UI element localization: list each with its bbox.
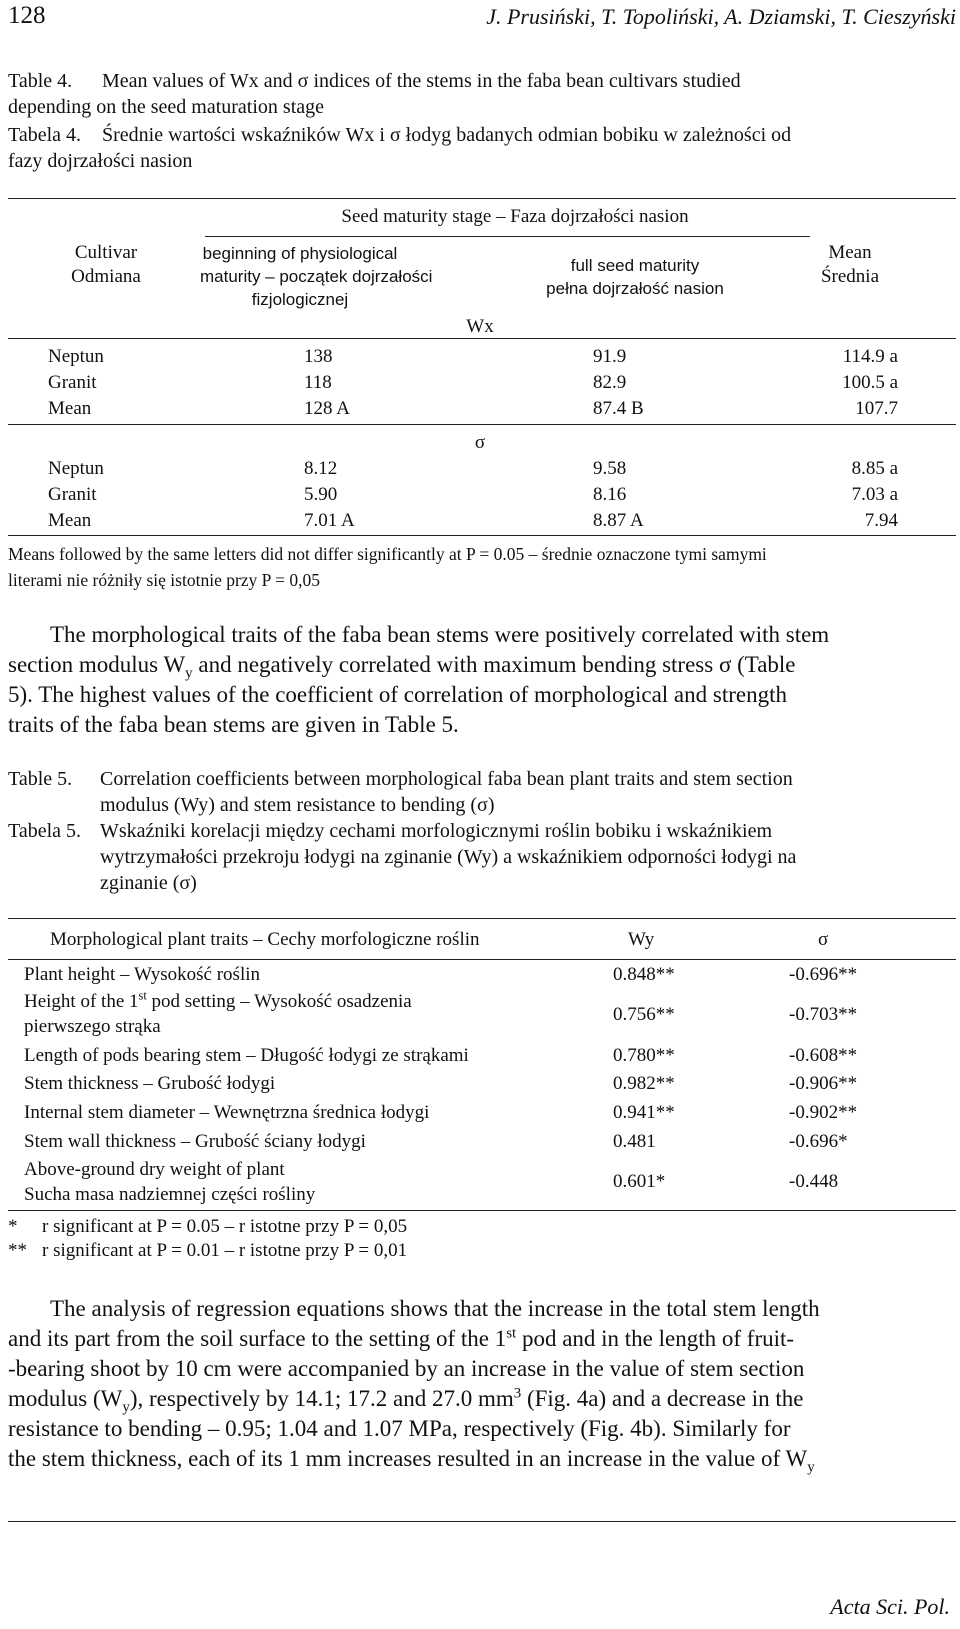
table-cell-full: 8.87 A	[593, 510, 644, 531]
table-row-trait-line-2: pierwszego strąka	[24, 1016, 161, 1037]
table4-top-rule	[8, 198, 956, 199]
table4-section-wx: Wx	[466, 316, 494, 337]
table-cell-begin: 7.01 A	[304, 510, 355, 531]
page-number: 128	[8, 2, 46, 29]
table-cell-sigma: -0.906**	[789, 1073, 858, 1094]
p2-l6-sub: y	[807, 1459, 815, 1476]
table5-label-pl: Tabela 5.	[8, 820, 82, 842]
table-cell-sigma: -0.696*	[789, 1131, 848, 1152]
paragraph-2-line-5: resistance to bending – 0.95; 1.04 and 1.07 MPa, respectively (Fig. 4b). Similarly for	[8, 1416, 791, 1441]
p2-l6a: the stem thickness, each of its 1 mm increases resulted in an increase in the value of W	[8, 1446, 808, 1471]
table4-caption-en-2: depending on the seed maturation stage	[8, 96, 325, 118]
table4-mid-rule	[8, 424, 956, 425]
table-cell-full: 9.58	[593, 458, 627, 479]
full-line-2: pełna dojrzałość nasion	[546, 279, 724, 298]
table5-header-rule	[8, 959, 956, 960]
paragraph-2-line-1: The analysis of regression equations shows that the increase in the total stem length	[50, 1296, 820, 1321]
begin-line-3: fizjologicznej	[251, 290, 349, 309]
paragraph-1-line-4: traits of the faba bean stems are given in Table 5.	[8, 712, 459, 737]
table4-caption-en-1: Mean values of Wx and σ indices of the stems in the faba bean cultivars studied	[102, 70, 741, 92]
table-cell-begin: 118	[304, 372, 332, 393]
table-cell-begin: 138	[304, 346, 333, 367]
full-line-1: full seed maturity	[570, 256, 700, 275]
p2-l2a: and its part from the soil surface to the setting of the 1	[8, 1326, 507, 1351]
table-cell-mean: 7.94	[864, 510, 898, 531]
table-row-cultivar: Neptun	[48, 458, 104, 479]
table5-bottom-rule	[8, 1210, 956, 1211]
table-row-cultivar: Mean	[48, 398, 92, 419]
table-cell-mean: 114.9 a	[842, 346, 898, 367]
table-cell-wy: 0.982**	[613, 1073, 675, 1094]
table5-top-rule	[8, 918, 956, 919]
table4-label-en: Table 4.	[8, 70, 73, 92]
paragraph-2-line-6	[8, 1444, 815, 1474]
table5-caption-pl-1: Wskaźniki korelacji między cechami morfologicznymi roślin bobiku i wskaźnikiem	[100, 820, 773, 842]
footer-journal: Acta Sci. Pol.	[830, 1594, 950, 1619]
p2-l2b: pod and in the length of fruit-	[516, 1326, 795, 1351]
table-cell-wy: 0.848**	[613, 964, 675, 985]
table-row-trait	[24, 988, 412, 1013]
table-cell-wy: 0.756**	[613, 1004, 675, 1025]
table-cell-wy: 0.941**	[613, 1102, 675, 1123]
p1-l2b: and negatively correlated with maximum bending stress σ (Table	[192, 652, 796, 677]
table5-col-sigma: σ	[818, 929, 829, 950]
table-row-trait-line-2: Sucha masa nadziemnej części rośliny	[24, 1184, 316, 1205]
table4-label-pl: Tabela 4.	[8, 124, 82, 146]
table-row-cultivar: Granit	[48, 372, 97, 393]
table-row-cultivar: Neptun	[48, 346, 104, 367]
table4-section-sigma: σ	[474, 432, 486, 453]
paragraph-2-line-2	[8, 1324, 794, 1354]
table-cell-begin: 5.90	[304, 484, 338, 505]
cultivar-label: Cultivar	[74, 242, 138, 263]
table-row-trait: Above-ground dry weight of plant	[24, 1159, 285, 1180]
footer-rule	[8, 1521, 956, 1522]
table4-caption-pl-2: fazy dojrzałości nasion	[8, 150, 193, 172]
p2-l4a: modulus (W	[8, 1386, 123, 1411]
running-header-authors: J. Prusiński, T. Topoliński, A. Dziamski, T. Cieszyński	[486, 4, 956, 29]
table4-col-cultivar	[56, 241, 156, 289]
table-cell-begin: 128 A	[304, 398, 350, 419]
table5-note-2: r significant at P = 0.01 – r istotne przy P = 0,01	[42, 1240, 408, 1261]
odmiana-label: Odmiana	[71, 266, 141, 287]
srednia-label: Średnia	[820, 266, 880, 287]
table-cell-sigma: -0.448	[789, 1171, 839, 1192]
table4-col-begin	[200, 242, 433, 311]
table-cell-full: 8.16	[593, 484, 627, 505]
table-row-trait: Plant height – Wysokość roślin	[24, 964, 260, 985]
table-row-cultivar: Mean	[48, 510, 92, 531]
paragraph-1-line-3: 5). The highest values of the coefficient of correlation of morphological and strength	[8, 682, 787, 707]
trait-text-b: pod setting – Wysokość osadzenia	[146, 991, 412, 1012]
table5-caption-en-1: Correlation coefficients between morphological faba bean plant traits and stem section	[100, 768, 793, 790]
table4-footnote-1: Means followed by the same letters did not differ significantly at P = 0.05 – średnie oznaczone tymi samymi	[8, 544, 767, 564]
table4-col-group: Seed maturity stage – Faza dojrzałości nasion	[341, 206, 689, 227]
table-cell-mean: 7.03 a	[851, 484, 898, 505]
table-cell-mean: 8.85 a	[851, 458, 898, 479]
p1-l2a: section modulus W	[8, 652, 186, 677]
table-cell-sigma: -0.608**	[789, 1045, 858, 1066]
table5-caption-pl-2: wytrzymałości przekroju łodygi na zginanie (Wy) a wskaźnikiem odporności łodygi na	[100, 846, 797, 868]
table-row-trait: Stem wall thickness – Grubość ściany łodygi	[24, 1131, 366, 1152]
table4-bottom-rule	[8, 535, 956, 536]
table-cell-wy: 0.780**	[613, 1045, 675, 1066]
table5-caption-pl-3: zginanie (σ)	[100, 872, 197, 894]
p2-l4b: ), respectively by 14.1; 17.2 and 27.0 mm	[129, 1386, 514, 1411]
p1-l2-sub: y	[185, 665, 193, 682]
table4-footnote-2: literami nie różniły się istotnie przy P = 0,05	[8, 570, 321, 590]
table4-group-rule	[205, 236, 810, 237]
table4-col-mean	[800, 241, 900, 289]
table-cell-mean: 100.5 a	[842, 372, 898, 393]
table5-note-1: r significant at P = 0.05 – r istotne przy P = 0,05	[42, 1216, 408, 1237]
table-cell-wy: 0.481	[613, 1131, 656, 1152]
table5-caption-en-2: modulus (Wy) and stem resistance to bending (σ)	[100, 794, 495, 816]
table-row-trait: Internal stem diameter – Wewnętrzna średnica łodygi	[24, 1102, 430, 1123]
trait-text-a: Height of the 1	[24, 991, 139, 1012]
mean-label: Mean	[828, 242, 872, 263]
trait-sup: st	[138, 988, 147, 1003]
begin-line-2: maturity – początek dojrzałości	[200, 267, 433, 286]
table-cell-sigma: -0.703**	[789, 1004, 858, 1025]
p2-l4c: (Fig. 4a) and a decrease in the	[521, 1386, 804, 1411]
table-row-cultivar: Granit	[48, 484, 97, 505]
table-cell-mean: 107.7	[855, 398, 898, 419]
table-row-trait: Stem thickness – Grubość łodygi	[24, 1073, 276, 1094]
paragraph-2-line-4	[8, 1384, 803, 1414]
paragraph-1-line-2	[8, 650, 796, 680]
table-row-trait: Length of pods bearing stem – Długość łodygi ze strąkami	[24, 1045, 469, 1066]
table4-col-full	[530, 254, 740, 300]
table-cell-sigma: -0.696**	[789, 964, 858, 985]
table4-caption-pl-1: Średnie wartości wskaźników Wx i σ łodyg badanych odmian bobiku w zależności od	[102, 124, 792, 146]
begin-line-1: beginning of physiological	[202, 244, 398, 263]
table5-note-1-mark: *	[8, 1216, 18, 1237]
p2-l4-sup: 3	[513, 1385, 522, 1402]
paragraph-2-line-3: -bearing shoot by 10 cm were accompanied by an increase in the value of stem section	[8, 1356, 805, 1381]
table-cell-full: 91.9	[593, 346, 627, 367]
table5-note-2-mark: **	[8, 1240, 27, 1261]
table-cell-full: 87.4 B	[593, 398, 644, 419]
table5-col-wy: Wy	[628, 929, 655, 950]
table5-col-traits: Morphological plant traits – Cechy morfologiczne roślin	[50, 929, 480, 950]
table4-header-rule	[8, 338, 956, 339]
table-cell-full: 82.9	[593, 372, 627, 393]
p2-l4-sub: y	[122, 1399, 130, 1416]
p2-l2-sup: st	[506, 1325, 517, 1342]
table-cell-sigma: -0.902**	[789, 1102, 858, 1123]
paragraph-1-line-1: The morphological traits of the faba bean stems were positively correlated with stem	[50, 622, 830, 647]
table-cell-begin: 8.12	[304, 458, 338, 479]
table-cell-wy: 0.601*	[613, 1171, 666, 1192]
table5-label-en: Table 5.	[8, 768, 73, 790]
